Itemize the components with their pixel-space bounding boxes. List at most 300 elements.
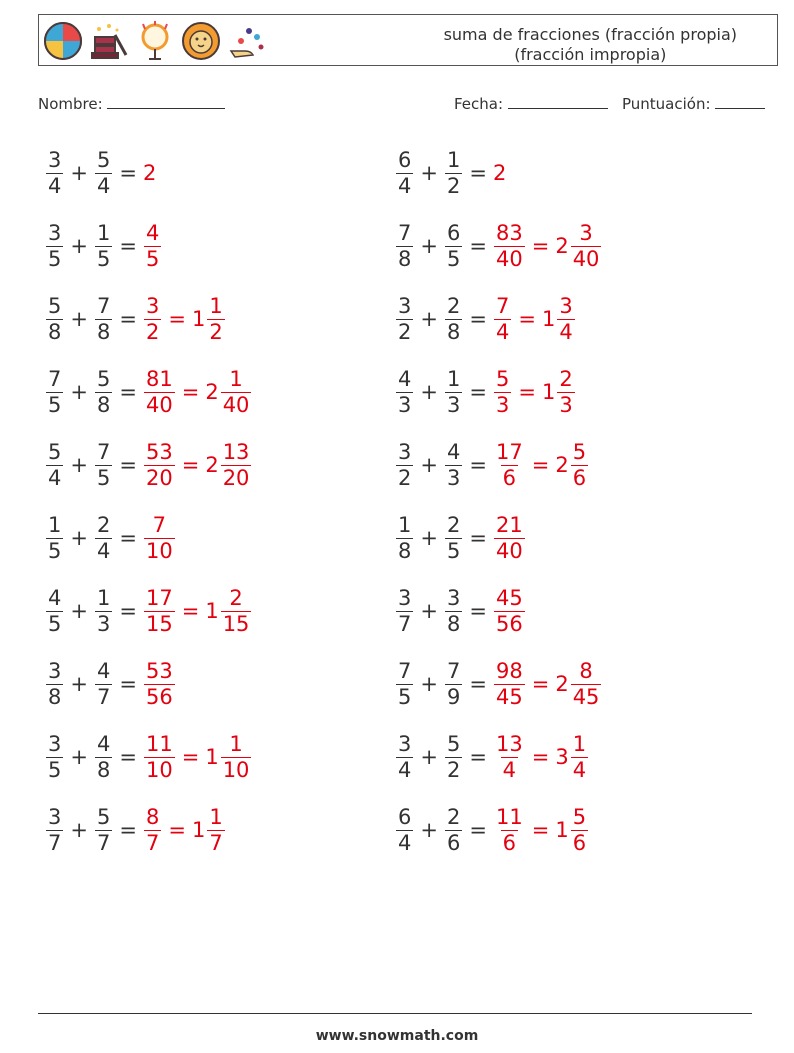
numerator: 5 <box>572 439 587 464</box>
denominator: 8 <box>48 319 62 344</box>
equals-sign: = <box>119 234 137 258</box>
answer-equals-sign: = <box>531 234 550 258</box>
numerator: 3 <box>398 731 412 756</box>
answer <box>493 513 526 564</box>
addend-2-fraction <box>445 659 462 710</box>
answer-equals-sign: = <box>168 307 186 331</box>
numerator: 98 <box>495 658 523 683</box>
addend-2-fraction <box>95 221 112 272</box>
problem-5 <box>45 289 226 349</box>
denominator: 45 <box>572 684 600 709</box>
answer-fraction <box>144 805 161 856</box>
answer-equals-sign: = <box>181 599 200 623</box>
denominator: 40 <box>222 392 250 417</box>
denominator: 4 <box>48 173 62 198</box>
denominator: 7 <box>48 830 62 855</box>
addend-1-fraction <box>396 586 413 637</box>
denominator: 8 <box>96 757 111 782</box>
addend-1-fraction <box>46 294 63 345</box>
denominator: 3 <box>398 392 412 417</box>
numerator: 8 <box>145 804 160 829</box>
denominator: 56 <box>145 684 173 709</box>
plus-sign: + <box>420 672 438 696</box>
numerator: 7 <box>96 439 111 464</box>
plus-sign: + <box>420 161 438 185</box>
addend-2-fraction <box>445 440 462 491</box>
answer-fraction <box>557 367 574 418</box>
numerator: 21 <box>495 512 523 537</box>
addend-2-fraction <box>95 294 112 345</box>
addend-1-fraction <box>396 732 413 783</box>
plus-sign: + <box>420 380 438 404</box>
denominator: 4 <box>502 757 517 782</box>
answer <box>143 294 162 345</box>
problem-1 <box>45 143 157 203</box>
numerator: 5 <box>96 366 111 391</box>
answer <box>493 659 526 710</box>
denominator: 6 <box>446 830 461 855</box>
denominator: 5 <box>96 465 111 490</box>
answer-whole: 1 <box>555 818 569 842</box>
denominator: 40 <box>495 246 523 271</box>
addend-1-fraction <box>46 440 63 491</box>
answer <box>143 805 162 856</box>
addend-2-fraction <box>95 659 112 710</box>
answer-fraction <box>571 221 602 272</box>
denominator: 5 <box>48 611 62 636</box>
answer-fraction <box>144 294 161 345</box>
answer <box>143 586 176 637</box>
numerator: 1 <box>229 366 243 391</box>
addend-1-fraction <box>396 659 413 710</box>
numerator: 6 <box>398 804 412 829</box>
addend-1-fraction <box>396 367 413 418</box>
denominator: 9 <box>446 684 461 709</box>
numerator: 13 <box>495 731 523 756</box>
addend-2-fraction <box>445 367 462 418</box>
plus-sign: + <box>70 526 88 550</box>
denominator: 3 <box>446 465 461 490</box>
answer-fraction <box>144 513 175 564</box>
problem-2 <box>395 143 507 203</box>
addend-1-fraction <box>46 586 63 637</box>
plus-sign: + <box>420 307 438 331</box>
denominator: 3 <box>559 392 573 417</box>
answer-mixed-number <box>205 732 252 783</box>
answer-fraction <box>557 294 574 345</box>
answer-fraction <box>494 513 525 564</box>
answer <box>493 161 507 185</box>
denominator: 8 <box>48 684 62 709</box>
answer <box>143 732 176 783</box>
answer <box>493 367 512 418</box>
denominator: 6 <box>572 465 587 490</box>
numerator: 4 <box>96 658 111 683</box>
denominator: 4 <box>398 173 412 198</box>
numerator: 7 <box>96 293 111 318</box>
footer-url: www.snowmath.com <box>315 1028 479 1044</box>
numerator: 4 <box>446 439 461 464</box>
equals-sign: = <box>469 599 487 623</box>
numerator: 11 <box>495 804 523 829</box>
answer-fraction <box>207 805 224 856</box>
equals-sign: = <box>469 380 487 404</box>
denominator: 5 <box>48 538 62 563</box>
answer-fraction <box>571 732 588 783</box>
answer-whole: 3 <box>555 745 569 769</box>
denominator: 5 <box>96 246 111 271</box>
numerator: 3 <box>398 439 412 464</box>
denominator: 6 <box>572 830 587 855</box>
plus-sign: + <box>420 234 438 258</box>
problem-14 <box>395 581 526 641</box>
denominator: 7 <box>398 611 412 636</box>
answer-whole: 1 <box>205 745 219 769</box>
numerator: 1 <box>96 585 111 610</box>
numerator: 8 <box>579 658 593 683</box>
addend-1-fraction <box>46 732 63 783</box>
numerator: 83 <box>495 220 523 245</box>
numerator: 3 <box>559 293 573 318</box>
addend-1-fraction <box>46 805 63 856</box>
addend-1-fraction <box>46 659 63 710</box>
problem-15 <box>45 654 176 714</box>
equals-sign: = <box>469 745 487 769</box>
answer <box>143 659 176 710</box>
denominator: 2 <box>446 173 461 198</box>
addend-2-fraction <box>445 805 462 856</box>
answer-fraction <box>494 367 511 418</box>
answer-equals-sign: = <box>531 818 550 842</box>
denominator: 8 <box>96 392 111 417</box>
answer-equals-sign: = <box>181 745 200 769</box>
problem-8 <box>395 362 576 422</box>
denominator: 45 <box>495 684 523 709</box>
numerator: 3 <box>579 220 593 245</box>
answer-fraction <box>494 732 525 783</box>
answer-fraction <box>221 367 252 418</box>
numerator: 5 <box>96 147 111 172</box>
addend-2-fraction <box>95 586 112 637</box>
numerator: 2 <box>96 512 111 537</box>
denominator: 4 <box>96 538 111 563</box>
plus-sign: + <box>70 745 88 769</box>
problem-4 <box>395 216 602 276</box>
numerator: 5 <box>572 804 587 829</box>
numerator: 2 <box>559 366 573 391</box>
answer-fraction <box>494 294 511 345</box>
answer-equals-sign: = <box>518 307 536 331</box>
answer <box>493 440 526 491</box>
denominator: 40 <box>572 246 600 271</box>
numerator: 7 <box>398 658 412 683</box>
numerator: 17 <box>145 585 173 610</box>
denominator: 6 <box>502 830 517 855</box>
plus-sign: + <box>420 599 438 623</box>
equals-sign: = <box>469 818 487 842</box>
addend-1-fraction <box>396 440 413 491</box>
denominator: 4 <box>495 319 510 344</box>
answer-fraction <box>221 586 252 637</box>
denominator: 10 <box>222 757 250 782</box>
plus-sign: + <box>70 672 88 696</box>
numerator: 81 <box>145 366 173 391</box>
problem-17 <box>45 727 252 787</box>
answer-equals-sign: = <box>531 453 550 477</box>
denominator: 2 <box>398 319 412 344</box>
footer-divider <box>38 1013 752 1014</box>
addend-1-fraction <box>46 221 63 272</box>
problem-16 <box>395 654 602 714</box>
equals-sign: = <box>469 526 487 550</box>
numerator: 3 <box>398 585 412 610</box>
addend-2-fraction <box>445 294 462 345</box>
numerator: 7 <box>495 293 510 318</box>
denominator: 2 <box>209 319 223 344</box>
answer <box>493 221 526 272</box>
answer-whole: 1 <box>191 307 206 331</box>
plus-sign: + <box>70 818 88 842</box>
answer-whole: 1 <box>205 599 219 623</box>
equals-sign: = <box>119 818 137 842</box>
addend-1-fraction <box>396 294 413 345</box>
answer-mixed-number <box>542 294 576 345</box>
answer-fraction <box>144 732 175 783</box>
plus-sign: + <box>420 526 438 550</box>
addend-1-fraction <box>46 148 63 199</box>
answer-whole: 2 <box>492 161 507 185</box>
answer-mixed-number <box>555 732 589 783</box>
equals-sign: = <box>119 380 137 404</box>
denominator: 5 <box>48 757 62 782</box>
numerator: 5 <box>446 731 461 756</box>
answer-whole: 2 <box>555 672 569 696</box>
addend-1-fraction <box>396 805 413 856</box>
numerator: 7 <box>398 220 412 245</box>
denominator: 7 <box>145 830 160 855</box>
numerator: 4 <box>145 220 160 245</box>
answer-fraction <box>144 367 175 418</box>
denominator: 8 <box>398 538 412 563</box>
numerator: 3 <box>48 658 62 683</box>
numerator: 45 <box>495 585 523 610</box>
answer-mixed-number <box>555 805 589 856</box>
equals-sign: = <box>469 161 487 185</box>
numerator: 2 <box>446 293 461 318</box>
plus-sign: + <box>70 453 88 477</box>
answer-whole: 2 <box>555 234 569 258</box>
answer-equals-sign: = <box>531 745 550 769</box>
answer-fraction <box>144 221 161 272</box>
title-line-1: suma de fracciones (fracción propia) <box>443 25 737 44</box>
denominator: 5 <box>398 684 412 709</box>
plus-sign: + <box>70 161 88 185</box>
denominator: 4 <box>96 173 111 198</box>
plus-sign: + <box>70 380 88 404</box>
problem-18 <box>395 727 589 787</box>
addend-2-fraction <box>95 440 112 491</box>
addend-2-fraction <box>95 805 112 856</box>
denominator: 2 <box>446 757 461 782</box>
answer <box>143 513 176 564</box>
answer-equals-sign: = <box>168 818 186 842</box>
numerator: 5 <box>48 439 62 464</box>
equals-sign: = <box>469 234 487 258</box>
numerator: 7 <box>152 512 167 537</box>
addend-2-fraction <box>445 513 462 564</box>
answer-mixed-number <box>205 367 252 418</box>
addend-1-fraction <box>396 221 413 272</box>
equals-sign: = <box>119 745 137 769</box>
denominator: 8 <box>96 319 111 344</box>
addend-2-fraction <box>95 732 112 783</box>
equals-sign: = <box>119 307 137 331</box>
addend-2-fraction <box>445 732 462 783</box>
answer-mixed-number <box>542 367 576 418</box>
name-label: Nombre: <box>38 95 103 113</box>
problem-13 <box>45 581 252 641</box>
denominator: 40 <box>495 538 523 563</box>
numerator: 1 <box>209 804 223 829</box>
denominator: 3 <box>96 611 111 636</box>
denominator: 10 <box>145 757 173 782</box>
answer-whole: 2 <box>142 161 157 185</box>
answer-mixed-number <box>205 586 252 637</box>
denominator: 4 <box>559 319 573 344</box>
title-line-2: (fracción impropia) <box>514 45 667 64</box>
numerator: 1 <box>96 220 111 245</box>
denominator: 2 <box>398 465 412 490</box>
problem-9 <box>45 435 252 495</box>
denominator: 15 <box>222 611 250 636</box>
answer-fraction <box>221 732 252 783</box>
denominator: 5 <box>446 246 461 271</box>
numerator: 11 <box>145 731 173 756</box>
denominator: 56 <box>495 611 523 636</box>
denominator: 3 <box>495 392 510 417</box>
denominator: 15 <box>145 611 173 636</box>
answer-fraction <box>207 294 224 345</box>
addend-2-fraction <box>445 586 462 637</box>
answer-fraction <box>144 659 175 710</box>
numerator: 5 <box>96 804 111 829</box>
denominator: 5 <box>446 538 461 563</box>
answer-fraction <box>494 440 525 491</box>
answer-fraction <box>571 440 588 491</box>
addend-1-fraction <box>46 513 63 564</box>
answer-fraction <box>221 440 252 491</box>
equals-sign: = <box>469 672 487 696</box>
numerator: 17 <box>495 439 523 464</box>
numerator: 53 <box>145 658 173 683</box>
numerator: 3 <box>145 293 160 318</box>
plus-sign: + <box>420 818 438 842</box>
numerator: 1 <box>446 366 461 391</box>
numerator: 6 <box>398 147 412 172</box>
answer-fraction <box>571 805 588 856</box>
numerator: 7 <box>48 366 62 391</box>
equals-sign: = <box>119 599 137 623</box>
problem-10 <box>395 435 589 495</box>
problem-12 <box>395 508 526 568</box>
numerator: 1 <box>446 147 461 172</box>
answer-fraction <box>144 586 175 637</box>
plus-sign: + <box>70 599 88 623</box>
answer-whole: 2 <box>205 453 219 477</box>
denominator: 4 <box>572 757 587 782</box>
answer <box>143 221 162 272</box>
answer <box>143 161 157 185</box>
denominator: 5 <box>48 246 62 271</box>
plus-sign: + <box>70 234 88 258</box>
equals-sign: = <box>469 307 487 331</box>
answer-fraction <box>494 805 525 856</box>
answer <box>493 294 512 345</box>
answer-whole: 1 <box>541 380 556 404</box>
answer-fraction <box>494 221 525 272</box>
answer-fraction <box>144 440 175 491</box>
numerator: 2 <box>446 512 461 537</box>
numerator: 1 <box>572 731 587 756</box>
numerator: 6 <box>446 220 461 245</box>
answer-whole: 2 <box>555 453 569 477</box>
numerator: 1 <box>48 512 62 537</box>
answer-mixed-number <box>192 294 226 345</box>
denominator: 3 <box>446 392 461 417</box>
numerator: 1 <box>398 512 412 537</box>
problem-7 <box>45 362 252 422</box>
denominator: 7 <box>96 684 111 709</box>
numerator: 3 <box>48 731 62 756</box>
answer-equals-sign: = <box>531 672 550 696</box>
answer-equals-sign: = <box>181 453 200 477</box>
answer-equals-sign: = <box>181 380 200 404</box>
score-label: Puntuación: <box>622 95 711 113</box>
answer-fraction <box>494 659 525 710</box>
answer-mixed-number <box>205 440 252 491</box>
addend-2-fraction <box>95 367 112 418</box>
addend-1-fraction <box>396 148 413 199</box>
answer-whole: 1 <box>541 307 556 331</box>
numerator: 3 <box>48 147 62 172</box>
answer <box>493 586 526 637</box>
date-label: Fecha: <box>454 95 504 113</box>
numerator: 2 <box>229 585 243 610</box>
denominator: 5 <box>145 246 160 271</box>
numerator: 3 <box>48 220 62 245</box>
denominator: 5 <box>48 392 62 417</box>
denominator: 2 <box>145 319 160 344</box>
addend-2-fraction <box>95 148 112 199</box>
answer <box>493 805 526 856</box>
answer-fraction <box>494 586 525 637</box>
problem-20 <box>395 800 589 860</box>
answer-equals-sign: = <box>518 380 536 404</box>
equals-sign: = <box>119 672 137 696</box>
answer-whole: 1 <box>191 818 206 842</box>
numerator: 2 <box>446 804 461 829</box>
problem-19 <box>45 800 226 860</box>
answer-mixed-number <box>555 221 602 272</box>
numerator: 7 <box>446 658 461 683</box>
plus-sign: + <box>420 745 438 769</box>
denominator: 7 <box>96 830 111 855</box>
addend-2-fraction <box>445 221 462 272</box>
equals-sign: = <box>119 453 137 477</box>
problem-11 <box>45 508 176 568</box>
answer <box>143 367 176 418</box>
equals-sign: = <box>119 526 137 550</box>
